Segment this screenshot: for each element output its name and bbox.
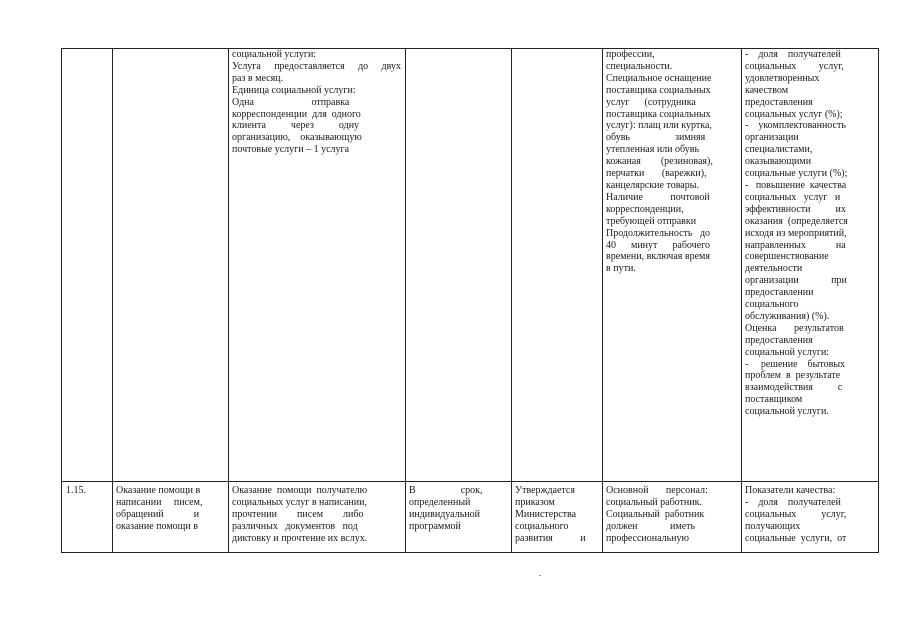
row2-service-description (232, 485, 402, 551)
text-line: услуг (сотрудника (606, 96, 696, 108)
text-line: диктовку и прочтение их вслух. (232, 532, 368, 544)
row1-conditions (606, 49, 738, 479)
text-line: социальных услуг, (745, 508, 847, 520)
text-line: Единица социальной услуги: (232, 84, 356, 96)
text-line: Министерства (515, 508, 577, 520)
text-line: предоставления (745, 334, 813, 346)
text-line: получающих (745, 520, 801, 532)
text-line: обслуживания) (%). (745, 310, 830, 322)
text-line: В срок, (409, 485, 483, 496)
text-line: должен иметь (606, 520, 696, 532)
column-border (602, 48, 603, 553)
text-line: организацию, оказывающую (232, 132, 362, 144)
text-line: - укомплектованность (745, 120, 846, 132)
text-line: развития и (515, 532, 586, 544)
text-line: обувь зимняя (606, 132, 706, 144)
text-line: социального (515, 520, 569, 532)
text-line: Наличие почтовой (606, 191, 710, 203)
scan-speck (539, 575, 541, 576)
text-line: Основной персонал: (606, 485, 708, 496)
text-line: социальный работник. (606, 496, 702, 508)
column-border (112, 48, 113, 553)
text-line: утепленная или обувь (606, 144, 700, 156)
text-line: направленных на (745, 239, 846, 251)
text-line: социальных услуг, (745, 60, 844, 72)
text-line: проблем в результате (745, 370, 841, 382)
row2-term (409, 485, 508, 551)
text-line: написании писем, (116, 496, 203, 508)
text-line: удовлетворенных (745, 72, 820, 84)
text-line: программой (409, 520, 461, 532)
text-line: исходя из мероприятий, (745, 227, 847, 239)
row1-service-description (232, 49, 401, 479)
text-line: профессии, (606, 49, 655, 60)
text-line: приказом (515, 496, 555, 508)
text-line: Услуга предоставляется до двух (232, 60, 401, 72)
text-line: корреспонденции, (606, 203, 684, 215)
column-border (228, 48, 229, 553)
text-line: поставщика социальных (606, 108, 711, 120)
row2-conditions (606, 485, 738, 551)
services-table (61, 48, 879, 553)
text-line: Показатели качества: (745, 485, 836, 496)
text-line: специальности. (606, 60, 673, 72)
text-line: социальных услуг в написании, (232, 496, 367, 508)
text-line: социальные услуги, от (745, 532, 847, 544)
text-line: взаимодействия с (745, 382, 843, 394)
text-line: канцелярские товары. (606, 179, 699, 191)
row2-service-name (116, 485, 225, 551)
text-line: обращений и (116, 508, 200, 520)
text-line: социальных услуг (%); (745, 108, 843, 120)
row2-approval (515, 485, 599, 551)
row1-quality-indicators (745, 49, 876, 479)
text-line: организации при (745, 275, 847, 287)
text-line: социальной услуги. (745, 406, 829, 418)
text-line: социальных услуг и (745, 191, 841, 203)
text-line: клиента через одну (232, 120, 360, 132)
text-line: социальные услуги (%); (745, 168, 848, 180)
item-number: 1.15. (66, 485, 86, 496)
text-line: - повышение качества (745, 179, 847, 191)
text-line: совершенствование (745, 251, 829, 263)
text-line: Одна отправка (232, 96, 350, 108)
text-line: раз в месяц. (232, 72, 284, 84)
text-line: определенный (409, 496, 471, 508)
column-border (878, 48, 879, 553)
text-line: почтовые услуги – 1 услуга (232, 144, 350, 156)
text-line: поставщика социальных (606, 84, 711, 96)
text-line: оказание помощи в (116, 520, 198, 532)
text-line: оказывающими (745, 156, 812, 168)
text-line: требующей отправки (606, 215, 697, 227)
text-line: - доля получателей (745, 496, 841, 508)
text-line: эффективности их (745, 203, 846, 215)
text-line: Социальный работник (606, 508, 705, 520)
text-line: - доля получателей (745, 49, 841, 60)
text-line: различных документов под (232, 520, 358, 532)
text-line: качеством (745, 84, 789, 96)
text-line: перчатки (варежки), (606, 168, 707, 180)
text-line: оказания (определяется (745, 215, 848, 227)
text-line: деятельности (745, 263, 803, 275)
column-border (511, 48, 512, 553)
text-line: 40 минут рабочего (606, 239, 710, 251)
text-line: предоставлении (745, 287, 814, 299)
text-line: Оказание помощи в (116, 485, 201, 496)
text-line: Оказание помощи получателю (232, 485, 368, 496)
text-line: - решение бытовых (745, 358, 846, 370)
text-line: Продолжительность до (606, 227, 711, 239)
text-line: в пути. (606, 263, 636, 275)
text-line: профессиональную (606, 532, 689, 544)
text-line: прочтении писем либо (232, 508, 364, 520)
text-line: Специальное оснащение (606, 72, 712, 84)
text-line: кожаная (резиновая), (606, 156, 713, 168)
text-line: социальной услуги: (232, 49, 317, 60)
text-line: Утверждается (515, 485, 575, 496)
text-line: Оценка результатов (745, 322, 844, 334)
text-line: организации (745, 132, 799, 144)
column-border (405, 48, 406, 553)
text-line: предоставления (745, 96, 813, 108)
table-bottom-border (61, 552, 879, 553)
text-line: корреспонденции для одного (232, 108, 361, 120)
row2-quality-indicators (745, 485, 876, 551)
row-separator (61, 481, 879, 482)
text-line: социального (745, 299, 799, 311)
text-line: поставщиком (745, 394, 803, 406)
text-line: индивидуальной (409, 508, 480, 520)
text-line: услуг): плащ или куртка, (606, 120, 712, 132)
row2-number (66, 485, 110, 551)
text-line: специалистами, (745, 144, 813, 156)
text-line: времени, включая время (606, 251, 710, 263)
column-border (741, 48, 742, 553)
text-line: социальной услуги: (745, 346, 830, 358)
column-border (61, 48, 62, 553)
